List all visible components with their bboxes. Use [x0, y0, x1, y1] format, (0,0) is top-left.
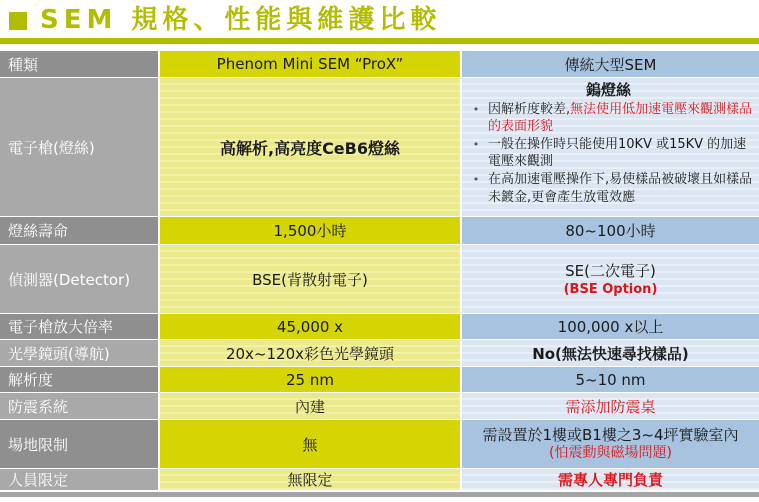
gun-bullet-1	[464, 101, 753, 135]
slide-title-row	[0, 0, 759, 36]
bullet-dot-icon: •	[472, 102, 480, 116]
row-personnel-label: 人員限定	[0, 469, 158, 490]
row-type-label: 種類	[0, 51, 158, 77]
bottom-divider-bar	[0, 492, 759, 497]
table-row-gun	[0, 78, 759, 217]
table-row-detector	[0, 245, 759, 314]
gun-bullet-3	[464, 171, 753, 205]
detector-traditional-note: (BSE Option)	[563, 282, 658, 298]
title-underline	[0, 38, 759, 44]
page-title: SEM 規格、性能與維護比較	[40, 5, 442, 35]
gun-bullet-1-plain: 因解析度較差,	[488, 101, 571, 117]
detector-traditional-main: SE(二次電子)	[565, 262, 656, 281]
row-resolution-phenom-value: 25 nm	[158, 367, 460, 392]
row-lifetime-traditional-value: 80~100小時	[460, 217, 759, 244]
row-detector-traditional-value	[460, 245, 759, 313]
gun-bullet-3-text: 在高加速電壓操作下,易使樣品被破壞且如樣品未鍍金,更會產生放電效應	[488, 172, 753, 205]
gun-bullet-2	[464, 136, 753, 170]
row-vibration-phenom-value: 內建	[158, 393, 460, 419]
row-gun-traditional-value	[460, 78, 759, 216]
row-magnification-phenom-value: 45,000 x	[158, 314, 460, 339]
gun-bullet-1-red: 無法使用低加速電壓來觀測樣品的表面形貌	[488, 101, 753, 134]
gun-traditional-heading: 鎢燈絲	[585, 81, 631, 99]
row-magnification-label: 電子槍放大倍率	[0, 314, 158, 339]
row-vibration-label: 防震系統	[0, 393, 158, 419]
row-detector-phenom-value: BSE(背散射電子)	[158, 245, 460, 313]
table-row-optics	[0, 340, 759, 367]
title-bullet-square-icon	[9, 12, 27, 30]
row-resolution-label: 解析度	[0, 367, 158, 392]
row-site-label: 場地限制	[0, 420, 158, 468]
row-site-phenom-value: 無	[158, 420, 460, 468]
table-row-vibration	[0, 393, 759, 420]
row-optics-label: 光學鏡頭(導航)	[0, 340, 158, 366]
table-row-personnel	[0, 469, 759, 491]
row-gun-phenom-value: 高解析,高亮度CeB6燈絲	[158, 78, 460, 216]
table-row-type	[0, 51, 759, 78]
row-lifetime-phenom-value: 1,500小時	[158, 217, 460, 244]
site-traditional-main: 需設置於1樓或B1樓之3~4坪實驗室內	[482, 425, 739, 444]
table-row-lifetime	[0, 217, 759, 245]
row-type-phenom-value: Phenom Mini SEM “ProX”	[158, 51, 460, 77]
table-row-magnification	[0, 314, 759, 340]
table-row-site	[0, 420, 759, 469]
table-row-resolution	[0, 367, 759, 393]
gun-bullet-1-text	[488, 101, 753, 135]
gun-bullet-2-text: 一般在操作時只能使用10KV 或15KV 的加速電壓來觀測	[488, 137, 747, 170]
row-gun-label: 電子槍(燈絲)	[0, 78, 158, 216]
row-vibration-traditional-value: 需添加防震桌	[460, 393, 759, 419]
row-site-traditional-value	[460, 420, 759, 468]
comparison-table	[0, 51, 759, 491]
row-magnification-traditional-value: 100,000 x以上	[460, 314, 759, 339]
row-personnel-traditional-value: 需專人專門負責	[460, 469, 759, 490]
row-personnel-phenom-value: 無限定	[158, 469, 460, 490]
row-optics-phenom-value: 20x~120x彩色光學鏡頭	[158, 340, 460, 366]
bullet-dot-icon: •	[472, 138, 480, 152]
row-resolution-traditional-value: 5~10 nm	[460, 367, 759, 392]
row-lifetime-label: 燈絲壽命	[0, 217, 158, 244]
row-optics-traditional-value: No(無法快速尋找樣品)	[460, 340, 759, 366]
bullet-dot-icon: •	[472, 173, 480, 187]
site-traditional-note: (怕震動與磁場問題)	[549, 444, 672, 461]
row-detector-label: 偵測器(Detector)	[0, 245, 158, 313]
row-type-traditional-value: 傳統大型SEM	[460, 51, 759, 77]
